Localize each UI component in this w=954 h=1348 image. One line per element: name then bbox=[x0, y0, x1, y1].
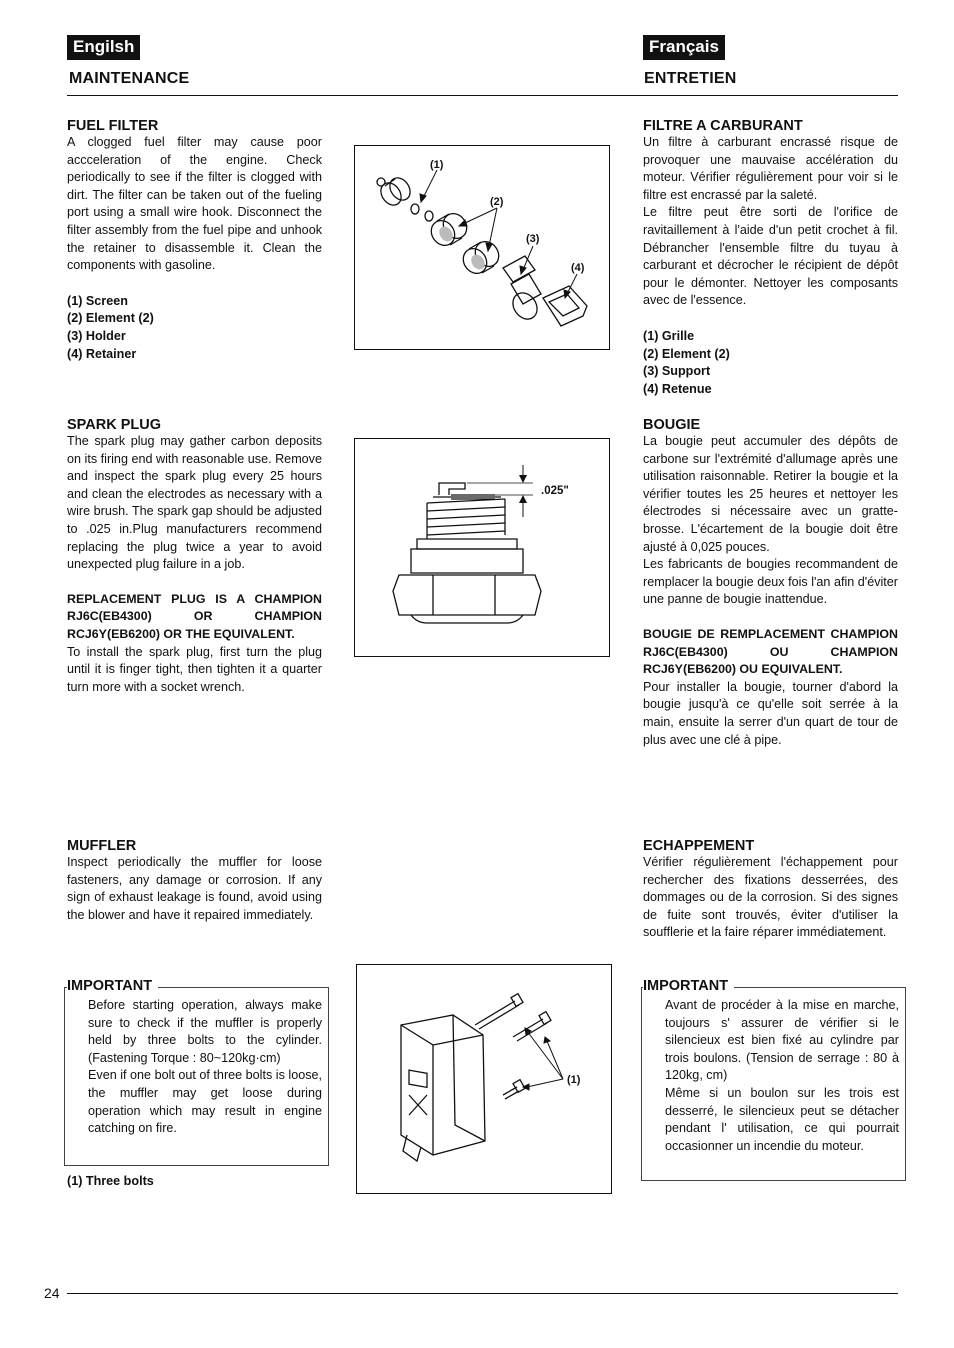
fuel-filter-parts-list bbox=[67, 293, 322, 363]
important-text-en bbox=[88, 997, 322, 1138]
callout-4: (4) bbox=[571, 262, 585, 274]
important-text-fr bbox=[665, 997, 899, 1155]
language-tag-english: Engilsh bbox=[67, 35, 140, 60]
fuel-filter-body: A clogged fuel filter may cause poor accceleration of the engine. Check periodically to see if the filter is clogged with dirt. The filter can be taken out of the fueling port using a small wire hook. Disconnect the filter assembly from the fuel pipe and unhook the retainer to disassemble it. Clean the components with gasoline. bbox=[67, 135, 322, 273]
muffler-parts-label: (1) Three bolts bbox=[67, 1174, 154, 1188]
muffler-heading-fr: ECHAPPEMENT bbox=[643, 838, 755, 854]
list-item: (4) Retainer bbox=[67, 346, 137, 361]
page-number: 24 bbox=[44, 1285, 60, 1301]
callout-1: (1) bbox=[567, 1074, 581, 1086]
section-title-french: ENTRETIEN bbox=[644, 70, 737, 87]
fuel-filter-parts-list-fr bbox=[643, 328, 898, 398]
list-item: (1) Screen bbox=[67, 293, 128, 308]
language-tag-french: Français bbox=[643, 35, 725, 60]
plug-hex bbox=[393, 575, 541, 615]
header-divider bbox=[67, 95, 898, 96]
section-title-english: MAINTENANCE bbox=[69, 70, 190, 87]
muffler-section-fr bbox=[643, 838, 898, 942]
list-item: (3) Support bbox=[643, 364, 711, 379]
ground-electrode bbox=[439, 483, 465, 495]
spark-plug-heading: SPARK PLUG bbox=[67, 417, 161, 433]
replacement-plug-note-fr: BOUGIE DE REMPLACEMENT CHAMPION RJ6C(EB4300) OU CHAMPION RCJ6Y(EB6200) OU EQUIVALENT. bbox=[643, 626, 898, 677]
fuel-filter-body2-fr: Le filtre peut être sorti de l'orifice de ravitaillement à l'aide d'un petit crochet à fil. Débrancher l'ensemble filtre du tuyau à carburant et décrocher le récipient de dépôt pour le démonter. Nettoyer les composants avec de l'essence. bbox=[643, 205, 898, 308]
screen-part bbox=[377, 179, 406, 209]
replacement-plug-note: REPLACEMENT PLUG IS A CHAMPION RJ6C(EB4300) OR CHAMPION RCJ6Y(EB6200) OR THE EQUIVALENT. bbox=[67, 591, 322, 641]
spark-plug-section-fr bbox=[643, 417, 898, 749]
callout-1: (1) bbox=[430, 159, 444, 171]
muffler-outlet bbox=[409, 1070, 427, 1087]
spark-plug-body1-fr: La bougie peut accumuler des dépôts de carbone sur l'extrémité d'allumage après une utilisation raisonnable. Retirer la bougie et la vérifier toutes les 25 heures et nettoyer les électrodes si nécessaire avec un gratte-brosse. L'écartement de la bougie doit être ajusté à 0,025 pouces. bbox=[643, 434, 898, 554]
callout-3: (3) bbox=[526, 233, 540, 245]
list-item: (2) Element (2) bbox=[67, 311, 154, 326]
spark-plug-install-fr: Pour installer la bougie, tourner d'abord la bougie jusqu'à ce qu'elle soit serrée à la main, ensuite la serrer d'un quart de tour de plus avec une clé à pipe. bbox=[643, 679, 898, 747]
spark-plug-heading-fr: BOUGIE bbox=[643, 417, 701, 433]
holder-part bbox=[503, 256, 535, 282]
muffler-section-en bbox=[67, 838, 322, 924]
muffler-body-fr: Vérifier régulièrement l'échappement pour rechercher des fixations desserrées, des dommages ou de la corrosion. Si des signes de fuite sont trouvés, éviter d'utiliser la soufflerie et la faire réparer immédiatement. bbox=[643, 855, 898, 940]
spark-plug-body: The spark plug may gather carbon deposits on its firing end with reasonable use. Remove and inspect the spark plug every 25 hours and clean the electrodes as necessary with a wire brush. The spark gap should be adjusted to .025 in.Plug manufacturers recommend replacing the plug twice a year to avoid unexpected plug failure in a job. bbox=[67, 434, 322, 572]
footer-divider bbox=[67, 1293, 898, 1294]
muffler-heading: MUFFLER bbox=[67, 838, 137, 854]
important-p1-fr: Avant de procéder à la mise en marche, toujours s' assurer de vérifier si le silencieux est bien fixé au cylindre par trois boulons. (Tension de serrage : 80 à 120kg, cm) bbox=[665, 998, 899, 1083]
important-p2-fr: Même si un boulon sur les trois est desserré, le silencieux peut se détacher pendant l' utilisation, ce qui pourrait occasionner un incendie du moteur. bbox=[665, 1085, 899, 1153]
spark-plug-body2-fr: Les fabricants de bougies recommandent de remplacer la bougie deux fois l'an afin d'éviter une panne de bougie inattendue. bbox=[643, 557, 898, 607]
plug-washer bbox=[417, 539, 517, 549]
fuel-filter-section-en bbox=[67, 118, 322, 363]
important-p2: Even if one bolt out of three bolts is loose, the muffler may get loose during operation which may result in engine catching on fire. bbox=[88, 1068, 322, 1136]
muffler-diagram bbox=[357, 965, 611, 1193]
list-item: (1) Grille bbox=[643, 328, 695, 343]
important-title-fr: IMPORTANT bbox=[643, 978, 734, 994]
gap-label: .025" bbox=[541, 485, 569, 497]
spark-plug-figure bbox=[354, 438, 610, 657]
plug-threads bbox=[427, 499, 505, 535]
important-p1: Before starting operation, always make sure to check if the muffler is properly held by three bolts to the cylinder. (Fastening Torque : 80~120kg·cm) bbox=[88, 998, 322, 1065]
spark-plug-install: To install the spark plug, first turn the plug until it is finger tight, then tighten it a quarter turn more with a socket wrench. bbox=[67, 644, 322, 694]
muffler-body: Inspect periodically the muffler for loose fasteners, any damage or corrosion. If any sign of exhaust leakage is found, avoid using the blower and have it repaired immediately. bbox=[67, 855, 322, 922]
callout-2: (2) bbox=[490, 196, 504, 208]
list-item: (3) Holder bbox=[67, 328, 126, 343]
fuel-filter-body1-fr: Un filtre à carburant encrassé risque de provoquer une mauvaise accélération du moteur. Vérifier régulièrement pour voir si le filtre est encrassé par la saleté. bbox=[643, 135, 898, 202]
fuel-filter-heading: FUEL FILTER bbox=[67, 118, 159, 134]
spark-plug-diagram bbox=[355, 439, 609, 656]
fuel-filter-diagram bbox=[355, 146, 609, 349]
spark-plug-section-en bbox=[67, 417, 322, 696]
fuel-filter-figure bbox=[354, 145, 610, 350]
important-title-en: IMPORTANT bbox=[67, 978, 158, 994]
bolt bbox=[475, 994, 523, 1029]
fuel-filter-section-fr bbox=[643, 118, 898, 398]
muffler-figure bbox=[356, 964, 612, 1194]
list-item: (4) Retenue bbox=[643, 381, 712, 396]
bolt bbox=[503, 1080, 525, 1099]
list-item: (2) Element (2) bbox=[643, 346, 730, 361]
fuel-filter-heading-fr: FILTRE A CARBURANT bbox=[643, 118, 803, 134]
